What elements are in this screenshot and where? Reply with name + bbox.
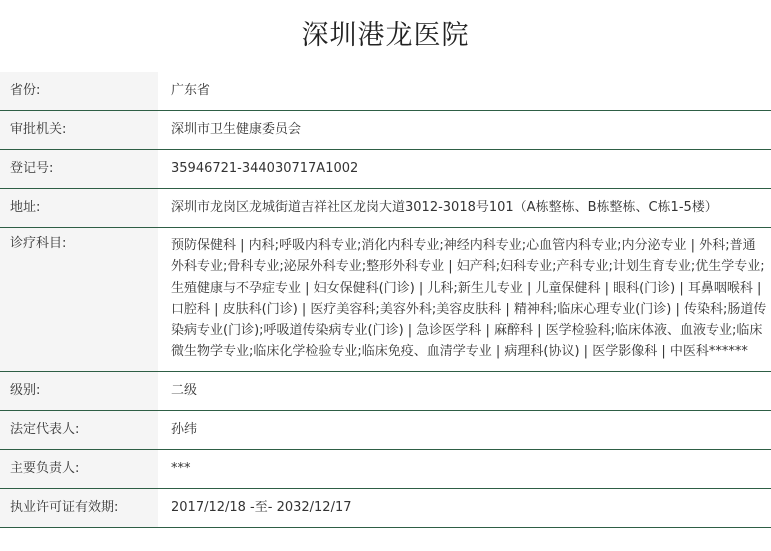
legal-representative-value: 孙纬 [171,421,198,437]
row-registration-number [0,150,771,189]
row-departments [0,228,771,372]
departments-value-cell [158,228,771,372]
page-title: 深圳港龙医院 [301,20,470,51]
principal-value-cell [158,449,771,488]
departments-label-cell [0,228,158,372]
departments-value: 预防保健科 | 内科;呼吸内科专业;消化内科专业;神经内科专业;心血管内科专业;内分泌专业 | 外科;普通外科专业;骨科专业;泌尿外科专业;整形外科专业 | 妇产科;妇科专业;产科专业;计划生育专业;优生学专业;生殖健康与不孕症专业 | 妇女保健科(门诊) | 儿科;新生儿专业 | 儿童保健科 | 眼科(门诊) | 耳鼻咽喉科 | 口腔科 | 皮肤科(门诊) | 医疗美容科;美容外科;美容皮肤科 | 精神科;临床心理专业(门诊) | 传染科;肠道传染病专业(门诊);呼吸道传染病专业(门诊) | 急诊医学科 | 麻醉科 | 医学检验科;临床体液、血液专业;临床微生物学专业;临床化学检验专业;临床免疫、血清学专业 | 病理科(协议) | 医学影像科 | 中医科****** [171,238,767,360]
province-label: 省份: [10,83,41,98]
address-value: 深圳市龙岗区龙城街道吉祥社区龙岗大道3012-3018号101（A栋整栋、B栋整栋、C栋1-5楼） [171,200,718,215]
license-validity-value-cell [158,488,771,527]
registration-number-label: 登记号: [10,161,54,176]
approval-authority-label-cell [0,111,158,150]
principal-value: *** [171,460,191,476]
level-value: 二级 [171,382,198,398]
approval-authority-label: 审批机关: [10,122,67,137]
row-address [0,189,771,228]
row-approval-authority [0,111,771,150]
level-value-cell [158,371,771,410]
legal-representative-label: 法定代表人: [10,421,80,437]
legal-representative-value-cell [158,410,771,449]
row-province [0,72,771,111]
row-license-validity [0,488,771,527]
principal-label: 主要负责人: [10,460,80,476]
address-label: 地址: [10,200,41,215]
level-label: 级别: [10,382,41,398]
row-level [0,371,771,410]
legal-representative-label-cell [0,410,158,449]
registration-number-value: 35946721-344030717A1002 [171,161,359,176]
row-principal [0,449,771,488]
license-validity-label: 执业许可证有效期: [10,499,119,515]
address-value-cell [158,189,771,228]
registration-number-value-cell [158,150,771,189]
license-validity-label-cell [0,488,158,527]
level-label-cell [0,371,158,410]
hospital-info-table [0,72,771,528]
row-legal-representative [0,410,771,449]
approval-authority-value: 深圳市卫生健康委员会 [171,122,302,137]
address-label-cell [0,189,158,228]
province-value: 广东省 [171,83,211,98]
province-label-cell [0,72,158,111]
license-validity-value: 2017/12/18 -至- 2032/12/17 [171,499,352,515]
principal-label-cell [0,449,158,488]
departments-label: 诊疗科目: [10,236,67,251]
province-value-cell [158,72,771,111]
approval-authority-value-cell [158,111,771,150]
registration-number-label-cell [0,150,158,189]
